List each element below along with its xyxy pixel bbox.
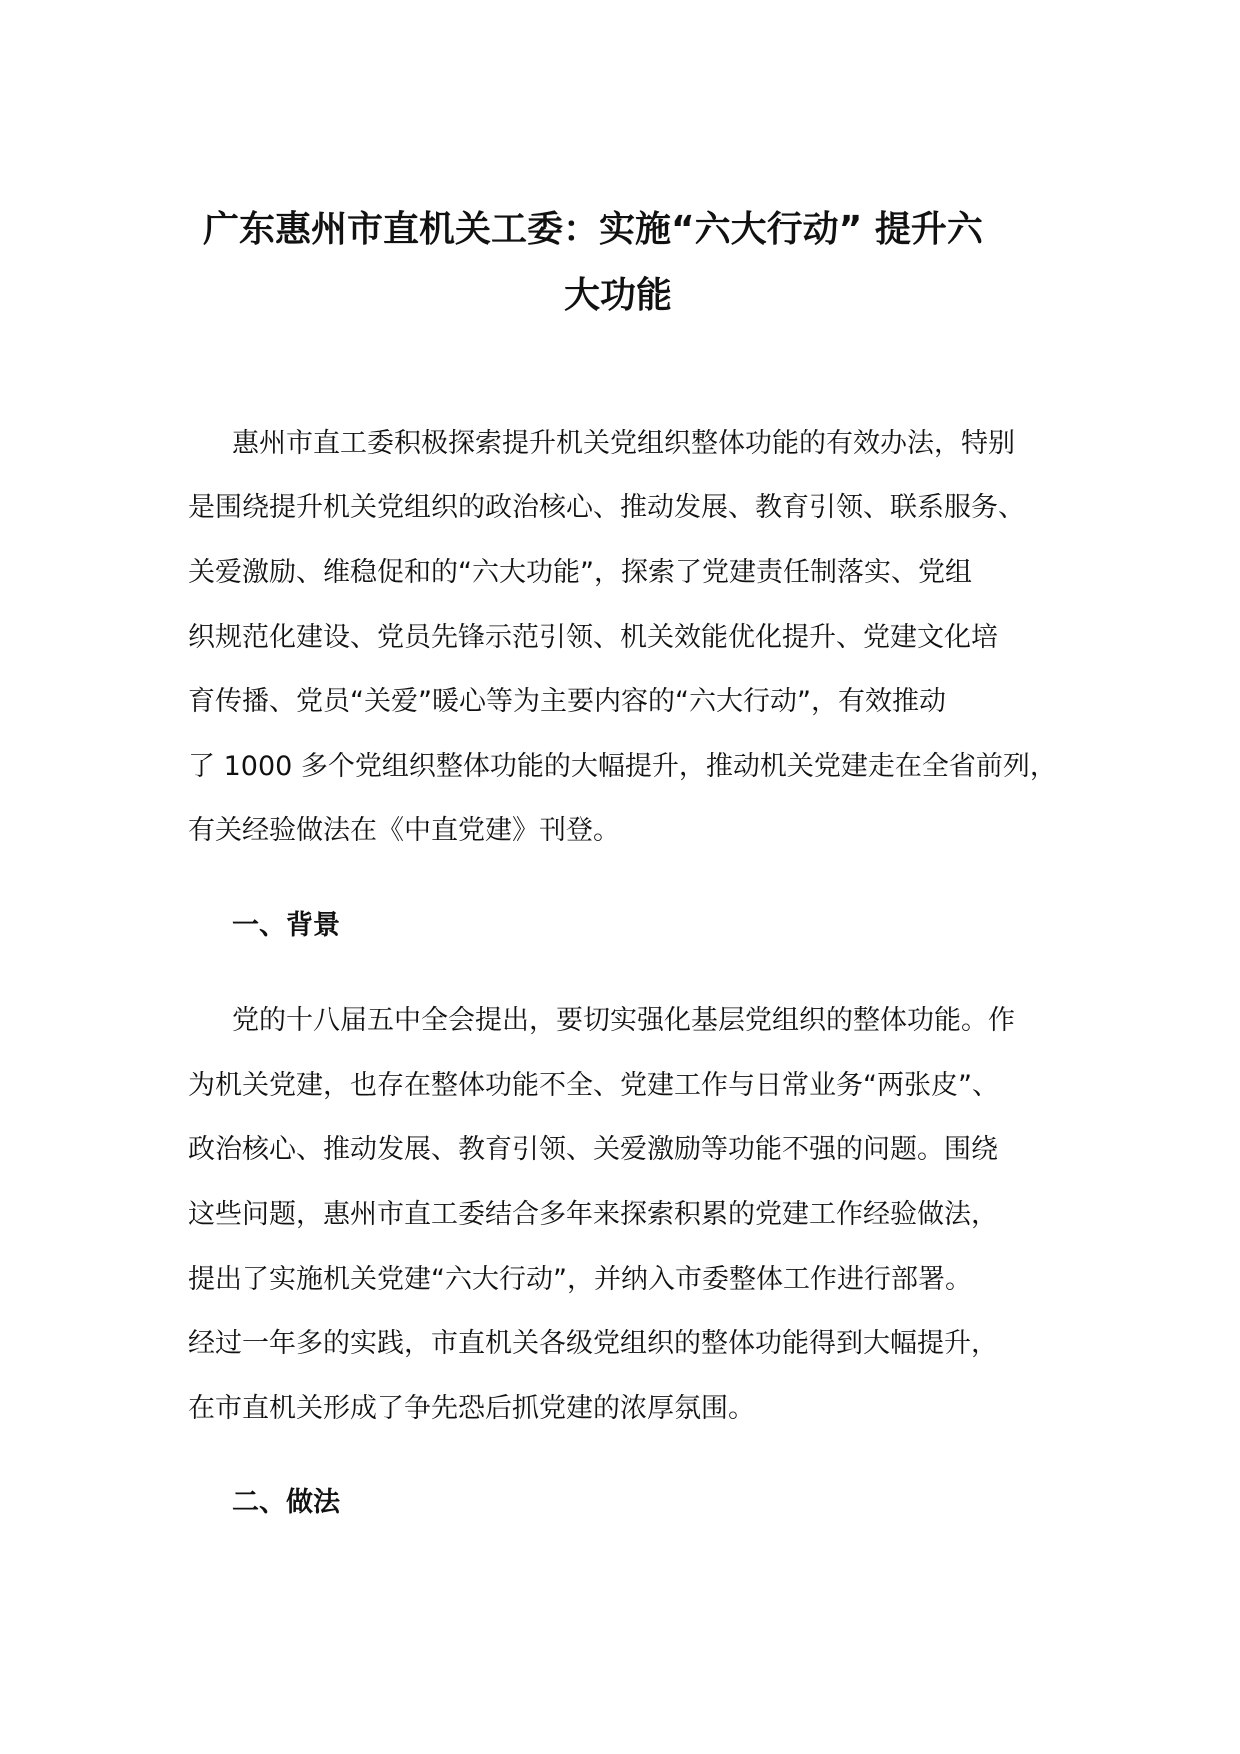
intro-paragraph-line: 是围绕提升机关党组织的政治核心、推动发展、教育引领、联系服务、 xyxy=(188,492,1025,523)
background-paragraph-line: 经过一年多的实践，市直机关各级党组织的整体功能得到大幅提升， xyxy=(188,1328,998,1359)
document-title-line-1: 广东惠州市直机关工委：实施“六大行动” 提升六 xyxy=(203,209,983,250)
background-paragraph-line: 为机关党建，也存在整体功能不全、党建工作与日常业务“两张皮”、 xyxy=(188,1070,999,1101)
background-paragraph-line: 政治核心、推动发展、教育引领、关爱激励等功能不强的问题。围绕 xyxy=(188,1134,998,1165)
background-paragraph-line: 这些问题，惠州市直工委结合多年来探索积累的党建工作经验做法， xyxy=(188,1199,998,1230)
intro-paragraph-line: 有关经验做法在《中直党建》刊登。 xyxy=(188,815,620,846)
section-heading-background: 一、背景 xyxy=(232,910,340,941)
background-paragraph-line: 提出了实施机关党建“六大行动”，并纳入市委整体工作进行部署。 xyxy=(188,1264,972,1295)
section-heading-approach: 二、做法 xyxy=(232,1487,340,1518)
background-paragraph-line: 党的十八届五中全会提出，要切实强化基层党组织的整体功能。作 xyxy=(232,1005,1015,1036)
intro-paragraph-line: 织规范化建设、党员先锋示范引领、机关效能优化提升、党建文化培 xyxy=(188,622,998,653)
intro-paragraph-line: 了 1000 多个党组织整体功能的大幅提升，推动机关党建走在全省前列， xyxy=(188,751,1057,782)
intro-paragraph-line: 惠州市直工委积极探索提升机关党组织整体功能的有效办法，特别 xyxy=(232,428,1015,459)
background-paragraph-line: 在市直机关形成了争先恐后抓党建的浓厚氛围。 xyxy=(188,1393,755,1424)
intro-paragraph-line: 关爱激励、维稳促和的“六大功能”，探索了党建责任制落实、党组 xyxy=(188,557,972,588)
intro-paragraph-line: 育传播、党员“关爱”暖心等为主要内容的“六大行动”，有效推动 xyxy=(188,686,946,717)
document-title-line-2: 大功能 xyxy=(564,275,673,316)
